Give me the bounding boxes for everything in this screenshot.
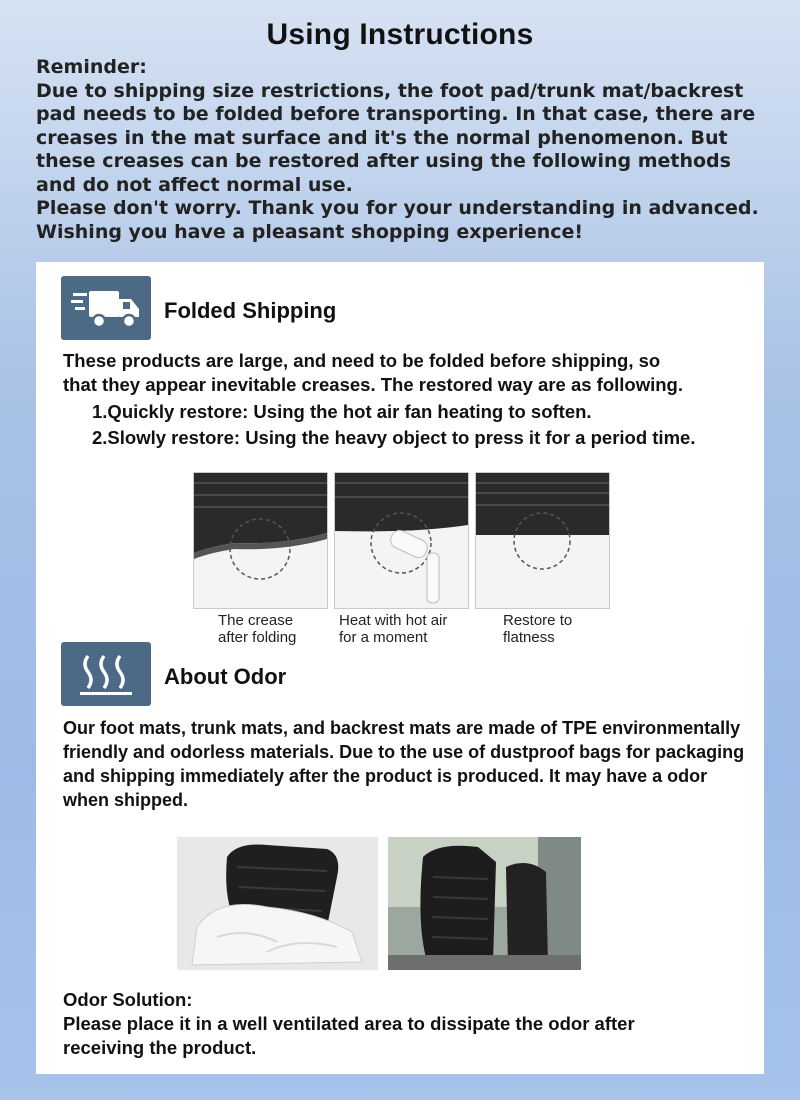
crease-photo xyxy=(193,472,328,609)
instructions-panel xyxy=(36,262,764,1074)
reminder-line: Reminder: xyxy=(36,56,147,78)
photo-caption: Heat with hot air for a moment xyxy=(339,612,448,646)
section-title-folded-shipping: Folded Shipping xyxy=(164,298,337,323)
reminder-line: creases in the mat surface and it's the normal phenomenon. But xyxy=(36,126,728,149)
step-item: 2.Slowly restore: Using the heavy object to press it for a period time. xyxy=(92,427,696,448)
intro-line: that they appear inevitable creases. The restored way are as following. xyxy=(63,374,683,395)
folded-shipping-intro xyxy=(63,349,683,397)
odor-body xyxy=(63,716,744,812)
odor-line: when shipped. xyxy=(63,790,189,810)
odor-line: friendly and odorless materials. Due to the use of dustproof bags for packaging xyxy=(63,742,745,762)
ventilated-mat-photo xyxy=(388,837,581,970)
section-title-about-odor: About Odor xyxy=(164,664,287,689)
odor-solution xyxy=(63,988,635,1060)
reminder-text xyxy=(36,56,776,244)
reminder-line: and do not affect normal use. xyxy=(36,173,353,196)
packaged-mat-photo xyxy=(177,837,378,970)
odor-line: and shipping immediately after the product is produced. It may have a odor xyxy=(63,766,708,786)
odor-line: Our foot mats, trunk mats, and backrest mats are made of TPE environmentally xyxy=(63,718,741,738)
step-item: 1.Quickly restore: Using the hot air fan heating to soften. xyxy=(92,401,592,422)
intro-line: These products are large, and need to be folded before shipping, so xyxy=(63,350,661,371)
odor-solution-line: receiving the product. xyxy=(63,1037,257,1058)
heat-photo xyxy=(334,472,469,609)
photo-caption: Restore to flatness xyxy=(503,612,573,646)
reminder-line: these creases can be restored after using the following methods xyxy=(36,150,731,172)
reminder-line: Wishing you have a pleasant shopping experience! xyxy=(36,220,584,243)
reminder-line: Please don't worry. Thank you for your understanding in advanced. xyxy=(36,197,759,219)
reminder-line: pad needs to be folded before transporting. In that case, there are xyxy=(36,103,756,125)
restore-steps xyxy=(92,399,695,451)
odor-solution-line: Please place it in a well ventilated area to dissipate the odor after xyxy=(63,1013,635,1034)
truck-icon xyxy=(61,276,151,340)
photo-caption: The crease after folding xyxy=(218,612,297,646)
heat-waves-icon xyxy=(61,642,151,706)
odor-solution-heading: Odor Solution: xyxy=(63,989,193,1010)
page-title: Using Instructions xyxy=(266,18,534,51)
reminder-line: Due to shipping size restrictions, the foot pad/trunk mat/backrest xyxy=(36,79,744,102)
flat-photo xyxy=(475,472,610,609)
